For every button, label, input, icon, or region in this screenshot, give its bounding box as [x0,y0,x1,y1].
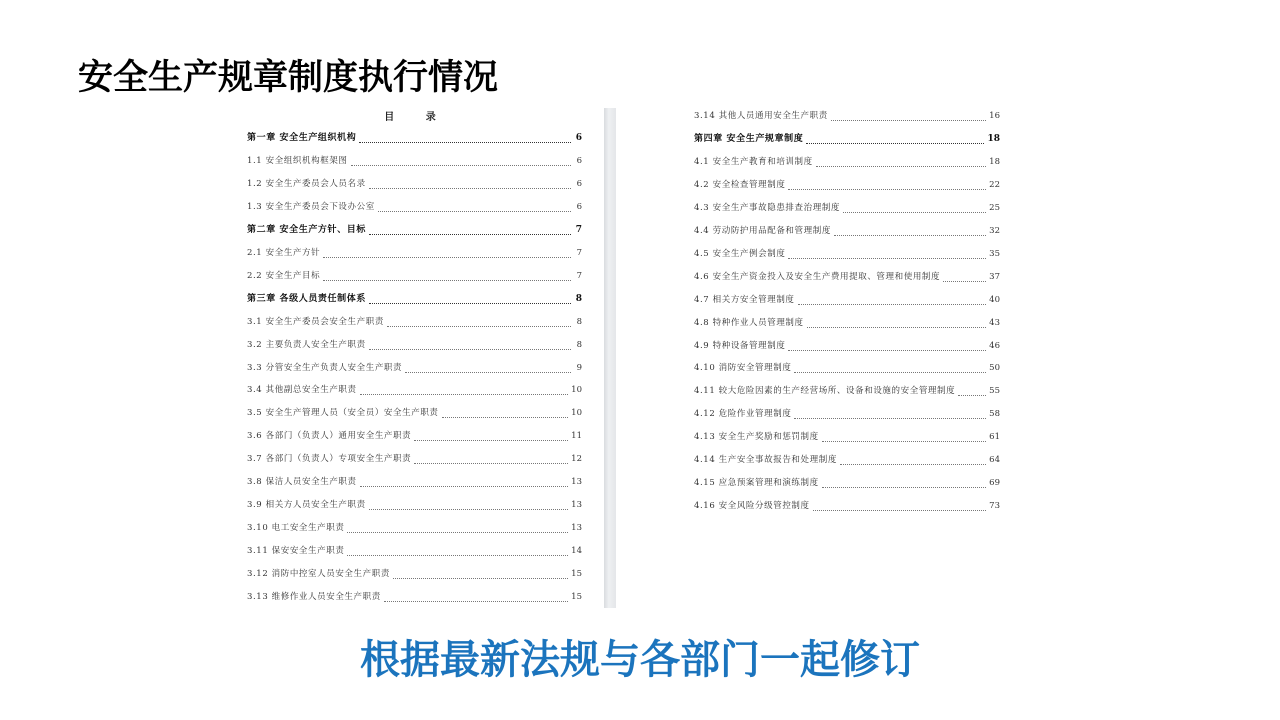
toc-entry-label: 4.11 较大危险因素的生产经营场所、设备和设施的安全管理制度 [694,386,956,397]
toc-leader-dots [798,295,987,305]
toc-leader-dots [351,156,571,166]
toc-entry-label: 3.4 其他副总安全生产职责 [247,385,357,396]
toc-leader-dots [788,180,986,190]
toc-entry-label: 4.12 危险作业管理制度 [694,409,792,420]
toc-entry-row [694,201,1000,215]
toc-entry-label: 3.14 其他人员通用安全生产职责 [694,111,828,121]
toc-entry-label: 4.4 劳动防护用品配备和管理制度 [694,225,831,236]
toc-page-number: 43 [989,317,1000,328]
toc-entry-row [694,224,1000,238]
toc-leader-dots [794,409,986,419]
toc-entry-label: 3.12 消防中控室人员安全生产职责 [247,569,390,580]
toc-entry-label: 3.11 保安安全生产职责 [247,546,345,557]
toc-entry-row [694,316,1000,330]
toc-entry-label: 2.2 安全生产目标 [247,270,321,281]
toc-leader-dots [816,157,986,167]
toc-leader-dots [369,340,571,350]
toc-entry-label: 4.9 特种设备管理制度 [694,340,786,351]
toc-entry-row [247,338,582,352]
toc-entry-row [694,178,1000,192]
toc-leader-dots [442,408,569,418]
footer-banner: 根据最新法规与各部门一起修订 [360,637,920,683]
toc-page-number: 69 [989,478,1000,489]
toc-leader-dots [794,363,986,373]
toc-leader-dots [347,523,568,533]
toc-entry-row [694,339,1000,353]
toc-page-number: 61 [989,432,1000,443]
toc-entry-row [247,361,582,375]
toc-entry-label: 3.2 主要负责人安全生产职责 [247,339,366,350]
toc-entry-label: 4.10 消防安全管理制度 [694,363,792,374]
toc-page-number: 15 [571,569,582,580]
toc-leader-dots [806,134,984,144]
toc-entry-label: 4.1 安全生产教育和培训制度 [694,156,813,167]
toc-entry-row [694,293,1000,307]
toc-page-number: 22 [989,179,1000,190]
toc-leader-dots [788,249,986,259]
toc-leader-dots [414,431,568,441]
toc-chapter-row [694,132,1000,146]
toc-leader-dots [369,225,571,235]
toc-entry-label: 3.5 安全生产管理人员（安全员）安全生产职责 [247,408,439,419]
toc-entry-label: 1.3 安全生产委员会下设办公室 [247,201,375,212]
toc-entry-row [694,430,1000,444]
toc-page-number: 58 [989,409,1000,420]
toc-entry-row [694,155,1000,169]
toc-page-number: 18 [989,156,1000,167]
toc-entry-label: 4.6 安全生产资金投入及安全生产费用提取、管理和使用制度 [694,271,941,282]
toc-entry-label: 4.13 安全生产奖励和惩罚制度 [694,432,819,443]
toc-page-number: 13 [571,500,582,511]
toc-page-number: 15 [571,592,582,602]
toc-page-number: 9 [576,362,582,373]
toc-entry-row [247,269,582,283]
toc-entry-row [694,361,1000,375]
toc-entry-row [694,499,1000,513]
toc-page-number: 40 [989,294,1000,305]
toc-chapter-row [247,131,582,145]
toc-entry-row [247,590,582,604]
toc-page-number: 10 [571,385,582,396]
toc-page-number: 46 [989,340,1000,351]
toc-leader-dots [360,385,569,395]
toc-page-number: 32 [989,225,1000,236]
toc-entry-label: 2.1 安全生产方针 [247,247,321,258]
toc-entry-label: 第四章 安全生产规章制度 [694,133,804,144]
toc-page-number: 25 [989,202,1000,213]
toc-entry-row [247,521,582,535]
toc-entry-row [694,109,1000,123]
toc-page-number: 14 [571,546,582,557]
toc-entry-row [247,246,582,260]
toc-entry-label: 3.3 分管安全生产负责人安全生产职责 [247,362,403,373]
toc-entry-label: 4.15 应急预案管理和演练制度 [694,478,819,489]
toc-entry-row [247,383,582,397]
toc-page-number: 7 [576,270,582,281]
toc-page-number: 6 [576,155,582,166]
toc-leader-dots [323,271,571,281]
toc-leader-dots [323,248,571,258]
toc-page-number: 64 [989,455,1000,466]
toc-page-left [230,108,604,608]
toc-page-number: 7 [575,224,582,235]
toc-leader-dots [831,111,986,121]
toc-entry-row [247,475,582,489]
toc-entry-label: 3.6 各部门（负责人）通用安全生产职责 [247,431,412,442]
toc-entry-label: 3.13 维修作业人员安全生产职责 [247,592,381,602]
toc-entry-row [694,384,1000,398]
toc-leader-dots [405,363,571,373]
toc-entry-label: 1.1 安全组织机构框架图 [247,155,348,166]
toc-entry-row [247,498,582,512]
toc-leader-dots [807,318,987,328]
toc-leader-dots [384,592,568,602]
toc-entry-label: 第三章 各级人员责任制体系 [247,293,366,304]
toc-page-number: 37 [989,271,1000,282]
toc-entry-row [694,407,1000,421]
toc-page-number: 35 [989,248,1000,259]
toc-entry-label: 4.8 特种作业人员管理制度 [694,317,804,328]
toc-leader-dots [843,203,986,213]
toc-entry-row [694,247,1000,261]
toc-entry-label: 4.5 安全生产例会制度 [694,248,786,259]
toc-entry-row [247,544,582,558]
toc-entry-row [247,154,582,168]
toc-leader-dots [359,133,571,143]
toc-page-right [616,108,1016,608]
toc-leader-dots [834,226,986,236]
toc-chapter-row [247,292,582,306]
toc-page-number: 18 [987,133,1000,144]
toc-heading: 目 录 [384,112,450,123]
toc-entry-row [247,567,582,581]
toc-entry-row [247,315,582,329]
toc-entry-label: 4.2 安全检查管理制度 [694,179,786,190]
toc-entry-row [247,177,582,191]
toc-page-number: 8 [576,316,582,327]
toc-page-number: 13 [571,523,582,534]
toc-page-number: 8 [575,293,582,304]
toc-leader-dots [378,202,571,212]
toc-entry-label: 3.8 保洁人员安全生产职责 [247,477,357,488]
toc-leader-dots [360,477,569,487]
toc-entry-label: 4.16 安全风险分级管控制度 [694,501,810,512]
toc-entry-label: 3.7 各部门（负责人）专项安全生产职责 [247,454,412,465]
toc-entry-label: 第二章 安全生产方针、目标 [247,224,366,235]
toc-leader-dots [788,341,986,351]
toc-page-number: 13 [571,477,582,488]
toc-leader-dots [822,432,986,442]
toc-entry-row [247,200,582,214]
toc-entry-row [247,406,582,420]
toc-page-number: 8 [576,339,582,350]
toc-leader-dots [813,501,987,511]
toc-page-number: 11 [571,431,582,442]
toc-entry-label: 4.7 相关方安全管理制度 [694,294,795,305]
toc-page-number: 6 [576,201,582,212]
toc-leader-dots [347,546,568,556]
toc-chapter-row [247,223,582,237]
toc-leader-dots [414,454,568,464]
toc-page-number: 55 [989,386,1000,397]
toc-page-number: 10 [571,408,582,419]
toc-entry-label: 3.1 安全生产委员会安全生产职责 [247,316,384,327]
toc-page-number: 6 [576,178,582,189]
toc-entry-row [694,270,1000,284]
toc-entry-label: 4.3 安全生产事故隐患排查治理制度 [694,202,841,213]
toc-page-number: 12 [571,454,582,465]
toc-leader-dots [387,317,571,327]
toc-leader-dots [369,500,568,510]
toc-page-number: 50 [989,363,1000,374]
toc-leader-dots [369,179,571,189]
toc-entry-label: 1.2 安全生产委员会人员名录 [247,178,366,189]
toc-entry-label: 第一章 安全生产组织机构 [247,133,357,143]
toc-entry-label: 3.10 电工安全生产职责 [247,523,345,534]
toc-page-number: 7 [576,247,582,258]
toc-leader-dots [943,272,986,282]
toc-entry-row [247,429,582,443]
toc-page-number: 6 [575,133,582,143]
toc-entry-label: 3.9 相关方人员安全生产职责 [247,500,366,511]
toc-entry-row [247,452,582,466]
toc-leader-dots [840,455,986,465]
toc-leader-dots [393,569,568,579]
toc-leader-dots [958,386,986,396]
page-gutter [604,108,616,608]
toc-entry-row [694,453,1000,467]
toc-leader-dots [822,478,986,488]
toc-entry-label: 4.14 生产安全事故报告和处理制度 [694,455,837,466]
toc-leader-dots [369,294,571,304]
slide-title: 安全生产规章制度执行情况 [78,58,499,98]
toc-entry-row [694,476,1000,490]
toc-page-number: 16 [989,111,1000,121]
toc-page-number: 73 [989,501,1000,512]
